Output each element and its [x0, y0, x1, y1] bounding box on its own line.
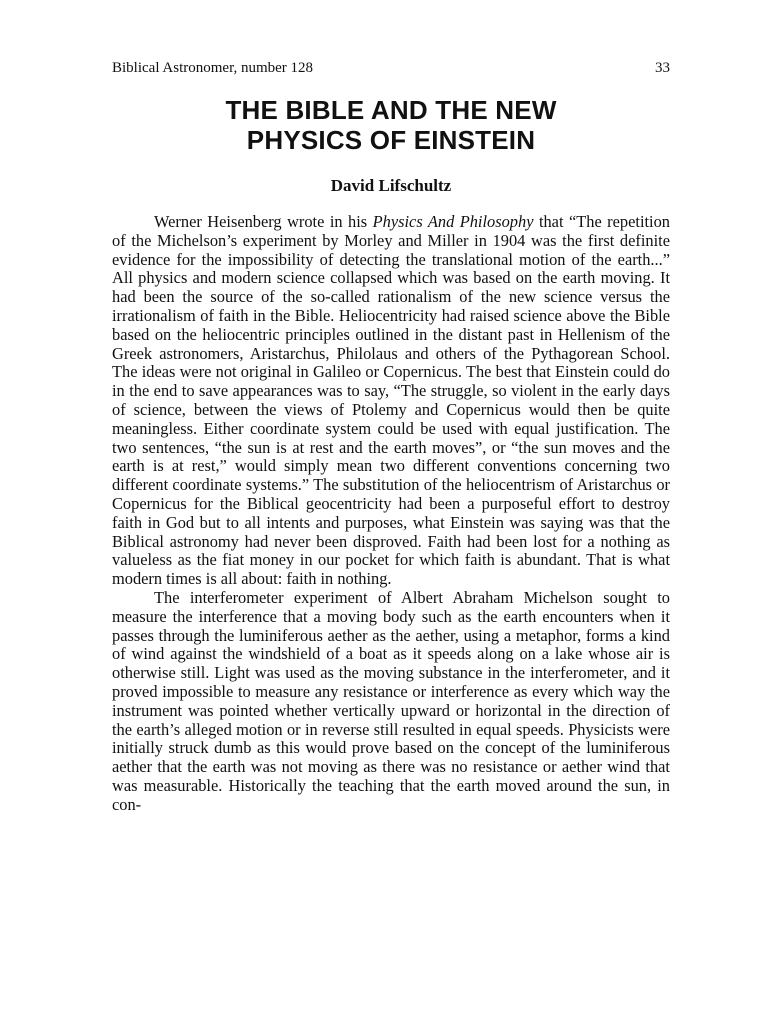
- paragraph-1-rest: that “The repetition of the Michelson’s experiment by Morley and Miller in 1904 was the first definite evidence for the impossibility of detecting the translational motion of the earth...” All physics and modern science collapsed which was based on the earth moving. It had been the source of the so-called rationalism of the new science versus the irrationalism of faith in the Bible. Heliocentricity had raised science above the Bible based on the heliocentric principles outlined in the distant past in Hellenism of the Greek astronomers, Aristarchus, Philolaus and others of the Pythagorean School. The ideas were not original in Galileo or Copernicus. The best that Einstein could do in the end to save appearances was to say, “The struggle, so violent in the early days of science, between the views of Ptolemy and Copernicus would then be quite meaningless. Either coordinate system could be used with equal justification. The two sentences, “the sun is at rest and the earth moves”, or “the sun moves and the earth is at rest,” would simply mean two different conventions concerning two different coordinate systems.” The substitution of the heliocentrism of Aristarchus or Copernicus for the Biblical geocentricity had been a purposeful effort to destroy faith in God but to all intents and purposes, what Einstein was saying was that the Biblical astronomy had never been disproved. Faith had been lost for a nothing as valueless as the fiat money in our pocket for which faith is abundant. That is what modern times is all about: faith in nothing.: [112, 212, 670, 589]
- article-title-line-2: PHYSICS OF EINSTEIN: [246, 125, 536, 155]
- article-title-line-1: THE BIBLE AND THE NEW: [225, 95, 557, 125]
- paragraph-1-lead: Werner Heisenberg wrote in his: [154, 212, 373, 231]
- body-paragraph-2: The interferometer experiment of Albert Abraham Michelson sought to measure the interference that a moving body such as the earth encounters when it passes through the luminiferous aether as the aether, using a metaphor, forms a kind of wind against the windshield of a boat as it speeds along on a lake whose air is otherwise still. Light was used as the moving substance in the interferometer, and it proved impossible to measure any resistance or interference as every which way the instrument was pointed whether vertically upward or horizontal in the direction of the earth’s alleged motion or in reverse still resulted in equal speeds. Physicists were initially struck dumb as this would prove based on the concept of the luminiferous aether that the earth was not moving as there was no resistance or aether wind that was measurable. Historically the teaching that the earth moved around the sun, in con-: [112, 587, 670, 814]
- article-body: [112, 213, 670, 815]
- journal-name: Biblical Astronomer, number 128: [112, 60, 314, 76]
- page-number: 33: [655, 60, 670, 76]
- article-author: David Lifschultz: [330, 176, 452, 195]
- body-paragraph-1: [112, 213, 670, 589]
- article-title: [112, 95, 670, 155]
- running-head: [112, 60, 670, 80]
- book-title: Physics And Philosophy: [372, 212, 534, 231]
